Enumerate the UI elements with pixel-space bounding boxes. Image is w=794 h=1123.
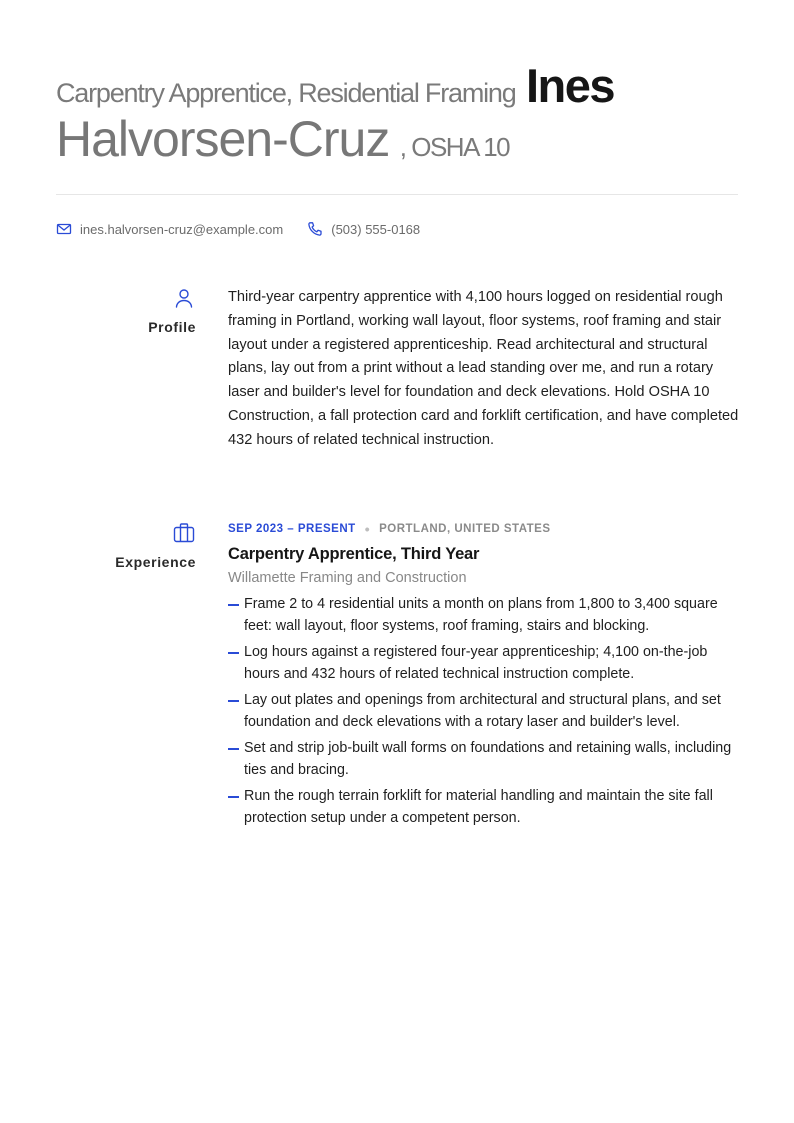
bullet-item (228, 642, 740, 685)
profile-section-label (56, 286, 196, 335)
profile-heading: Profile (148, 319, 196, 335)
credential: , OSHA 10 (399, 132, 510, 162)
last-name: Halvorsen-Cruz (56, 111, 390, 167)
bullet-dash (228, 652, 239, 654)
bullet-dash (228, 700, 239, 702)
mail-icon (56, 221, 72, 237)
meta-separator-dot: • (364, 521, 371, 537)
experience-section-label (56, 521, 196, 570)
entry-meta (228, 521, 740, 537)
email-text[interactable]: ines.halvorsen-cruz@example.com (80, 221, 284, 237)
title-line-1 (56, 58, 614, 113)
entry-dates: SEP 2023 – PRESENT (228, 523, 356, 535)
person-icon (172, 286, 196, 310)
bullet-item (228, 690, 740, 733)
contact-row (56, 220, 444, 238)
entry-company: Willamette Framing and Construction (228, 570, 467, 586)
bullet-text: Run the rough terrain forklift for material handling and maintain the site fall protection setup under a competent person. (244, 788, 713, 826)
bullet-text: Lay out plates and openings from architectural and structural plans, and set foundation and deck elevations with a rotary laser and builder's level. (244, 692, 721, 730)
bullet-text: Log hours against a registered four-year apprenticeship; 4,100 on-the-job hours and 432 hours of related technical instruction complete. (244, 644, 708, 682)
entry-bullets (228, 594, 740, 829)
bullet-dash (228, 796, 239, 798)
job-title: Carpentry Apprentice, Residential Framing (56, 78, 516, 108)
contact-email[interactable] (56, 221, 283, 237)
title-line-2 (56, 110, 509, 168)
bullet-text: Frame 2 to 4 residential units a month on plans from 1,800 to 3,400 square feet: wall layout, floor systems, roof framing, stairs and blocking. (244, 596, 718, 634)
profile-summary: Third-year carpentry apprentice with 4,100 hours logged on residential rough framing in Portland, working wall layout, floor systems, roof framing and stair layout under a registered apprenticeship. Read architectural and structural plans, lay out from a print without a lead standing over me, and run a rotary laser and builder's level for foundation and deck elevations. Hold OSHA 10 Construction, a fall protection card and forklift certification, and have completed 432 hours of related technical instruction. (228, 289, 739, 448)
entry-role: Carpentry Apprentice, Third Year (228, 545, 480, 563)
experience-entry (228, 521, 740, 834)
bullet-text: Set and strip job-built wall forms on foundations and retaining walls, including ties and bracing. (244, 740, 732, 778)
bullet-item (228, 594, 740, 637)
bullet-dash (228, 748, 239, 750)
phone-text[interactable]: (503) 555-0168 (331, 221, 421, 237)
phone-icon (307, 221, 323, 237)
briefcase-icon (172, 521, 196, 545)
first-name: Ines (526, 59, 615, 112)
bullet-dash (228, 604, 239, 606)
bullet-item (228, 786, 740, 829)
bullet-item (228, 738, 740, 781)
contact-phone[interactable] (307, 221, 420, 237)
entry-location: PORTLAND, UNITED STATES (379, 523, 551, 535)
header-divider (56, 194, 738, 195)
experience-heading: Experience (115, 554, 196, 570)
